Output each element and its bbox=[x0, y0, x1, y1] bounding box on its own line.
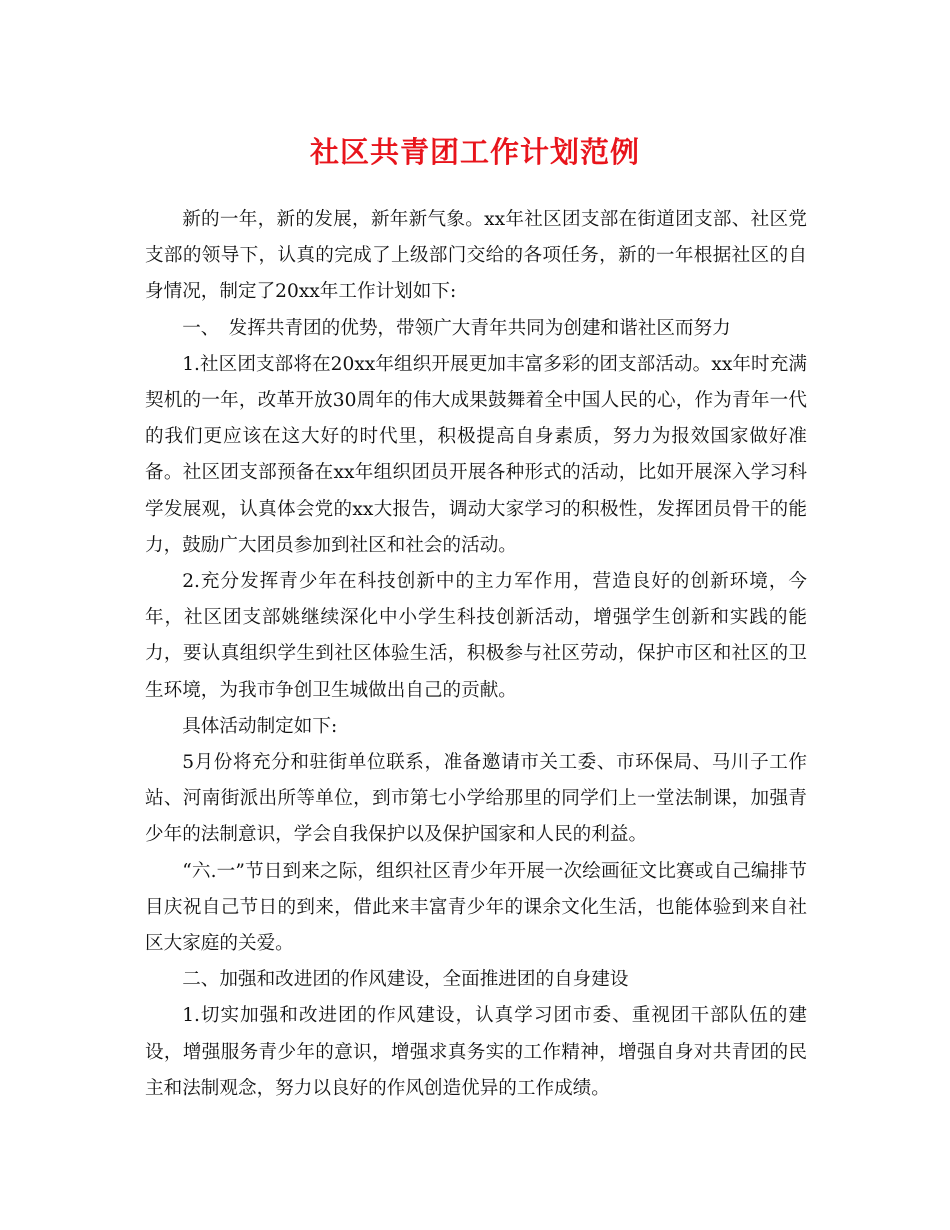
paragraph-item-1: 1.社区团支部将在20xx年组织开展更加丰富多彩的团支部活动。xx年时充满契机的一年，改革开放30周年的伟大成果鼓舞着全中国人民的心，作为青年一代的我们更应该在这大好的时代里，积极提高自身素质，努力为报效国家做好准备。社区团支部预备在xx年组织团员开展各种形式的活动，比如开展深入学习科学发展观，认真体会党的xx大报告，调动大家学习的积极性，发挥团员骨干的能力，鼓励广大团员参加到社区和社会的活动。 bbox=[145, 353, 807, 556]
paragraph-item-2: 2.充分发挥青少年在科技创新中的主力军作用，营造良好的创新环境，今年，社区团支部姚继续深化中小学生科技创新活动，增强学生创新和实践的能力，要认真组织学生到社区体验生活，积极参与社区劳动，保护市区和社区的卫生环境，为我市争创卫生城做出自己的贡献。 bbox=[145, 571, 807, 701]
paragraph-item-3: 1.切实加强和改进团的作风建设，认真学习团市委、重视团干部队伍的建设，增强服务青少年的意识，增强求真务实的工作精神，增强自身对共青团的民主和法制观念，努力以良好的作风创造优异的工作成绩。 bbox=[145, 1005, 807, 1099]
paragraph-may-activity: 5月份将充分和驻街单位联系，准备邀请市关工委、市环保局、马川子工作站、河南街派出所等单位，到市第七小学给那里的同学们上一堂法制课，加强青少年的法制意识，学会自我保护以及保护国家和人民的利益。 bbox=[145, 752, 807, 846]
page-title: 社区共青团工作计划范例 bbox=[309, 135, 640, 169]
paragraph-activities-heading: 具体活动制定如下: bbox=[182, 715, 338, 737]
paragraph-intro: 新的一年，新的发展，新年新气象。xx年社区团支部在街道团支部、社区党支部的领导下，认真的完成了上级部门交给的各项任务，新的一年根据社区的自身情况，制定了20xx年工作计划如下: bbox=[145, 209, 807, 303]
document-body bbox=[145, 202, 807, 1107]
section-heading-1: 一、 发挥共青团的优势，带领广大青年共同为创建和谐社区而努力 bbox=[182, 317, 731, 339]
section-heading-2: 二、加强和改进团的作风建设，全面推进团的自身建设 bbox=[182, 969, 629, 991]
paragraph-june-activity: “六.一”节日到来之际，组织社区青少年开展一次绘画征文比赛或自己编排节目庆祝自己节日的到来，借此来丰富青少年的课余文化生活，也能体验到来自社区大家庭的关爱。 bbox=[145, 860, 807, 955]
